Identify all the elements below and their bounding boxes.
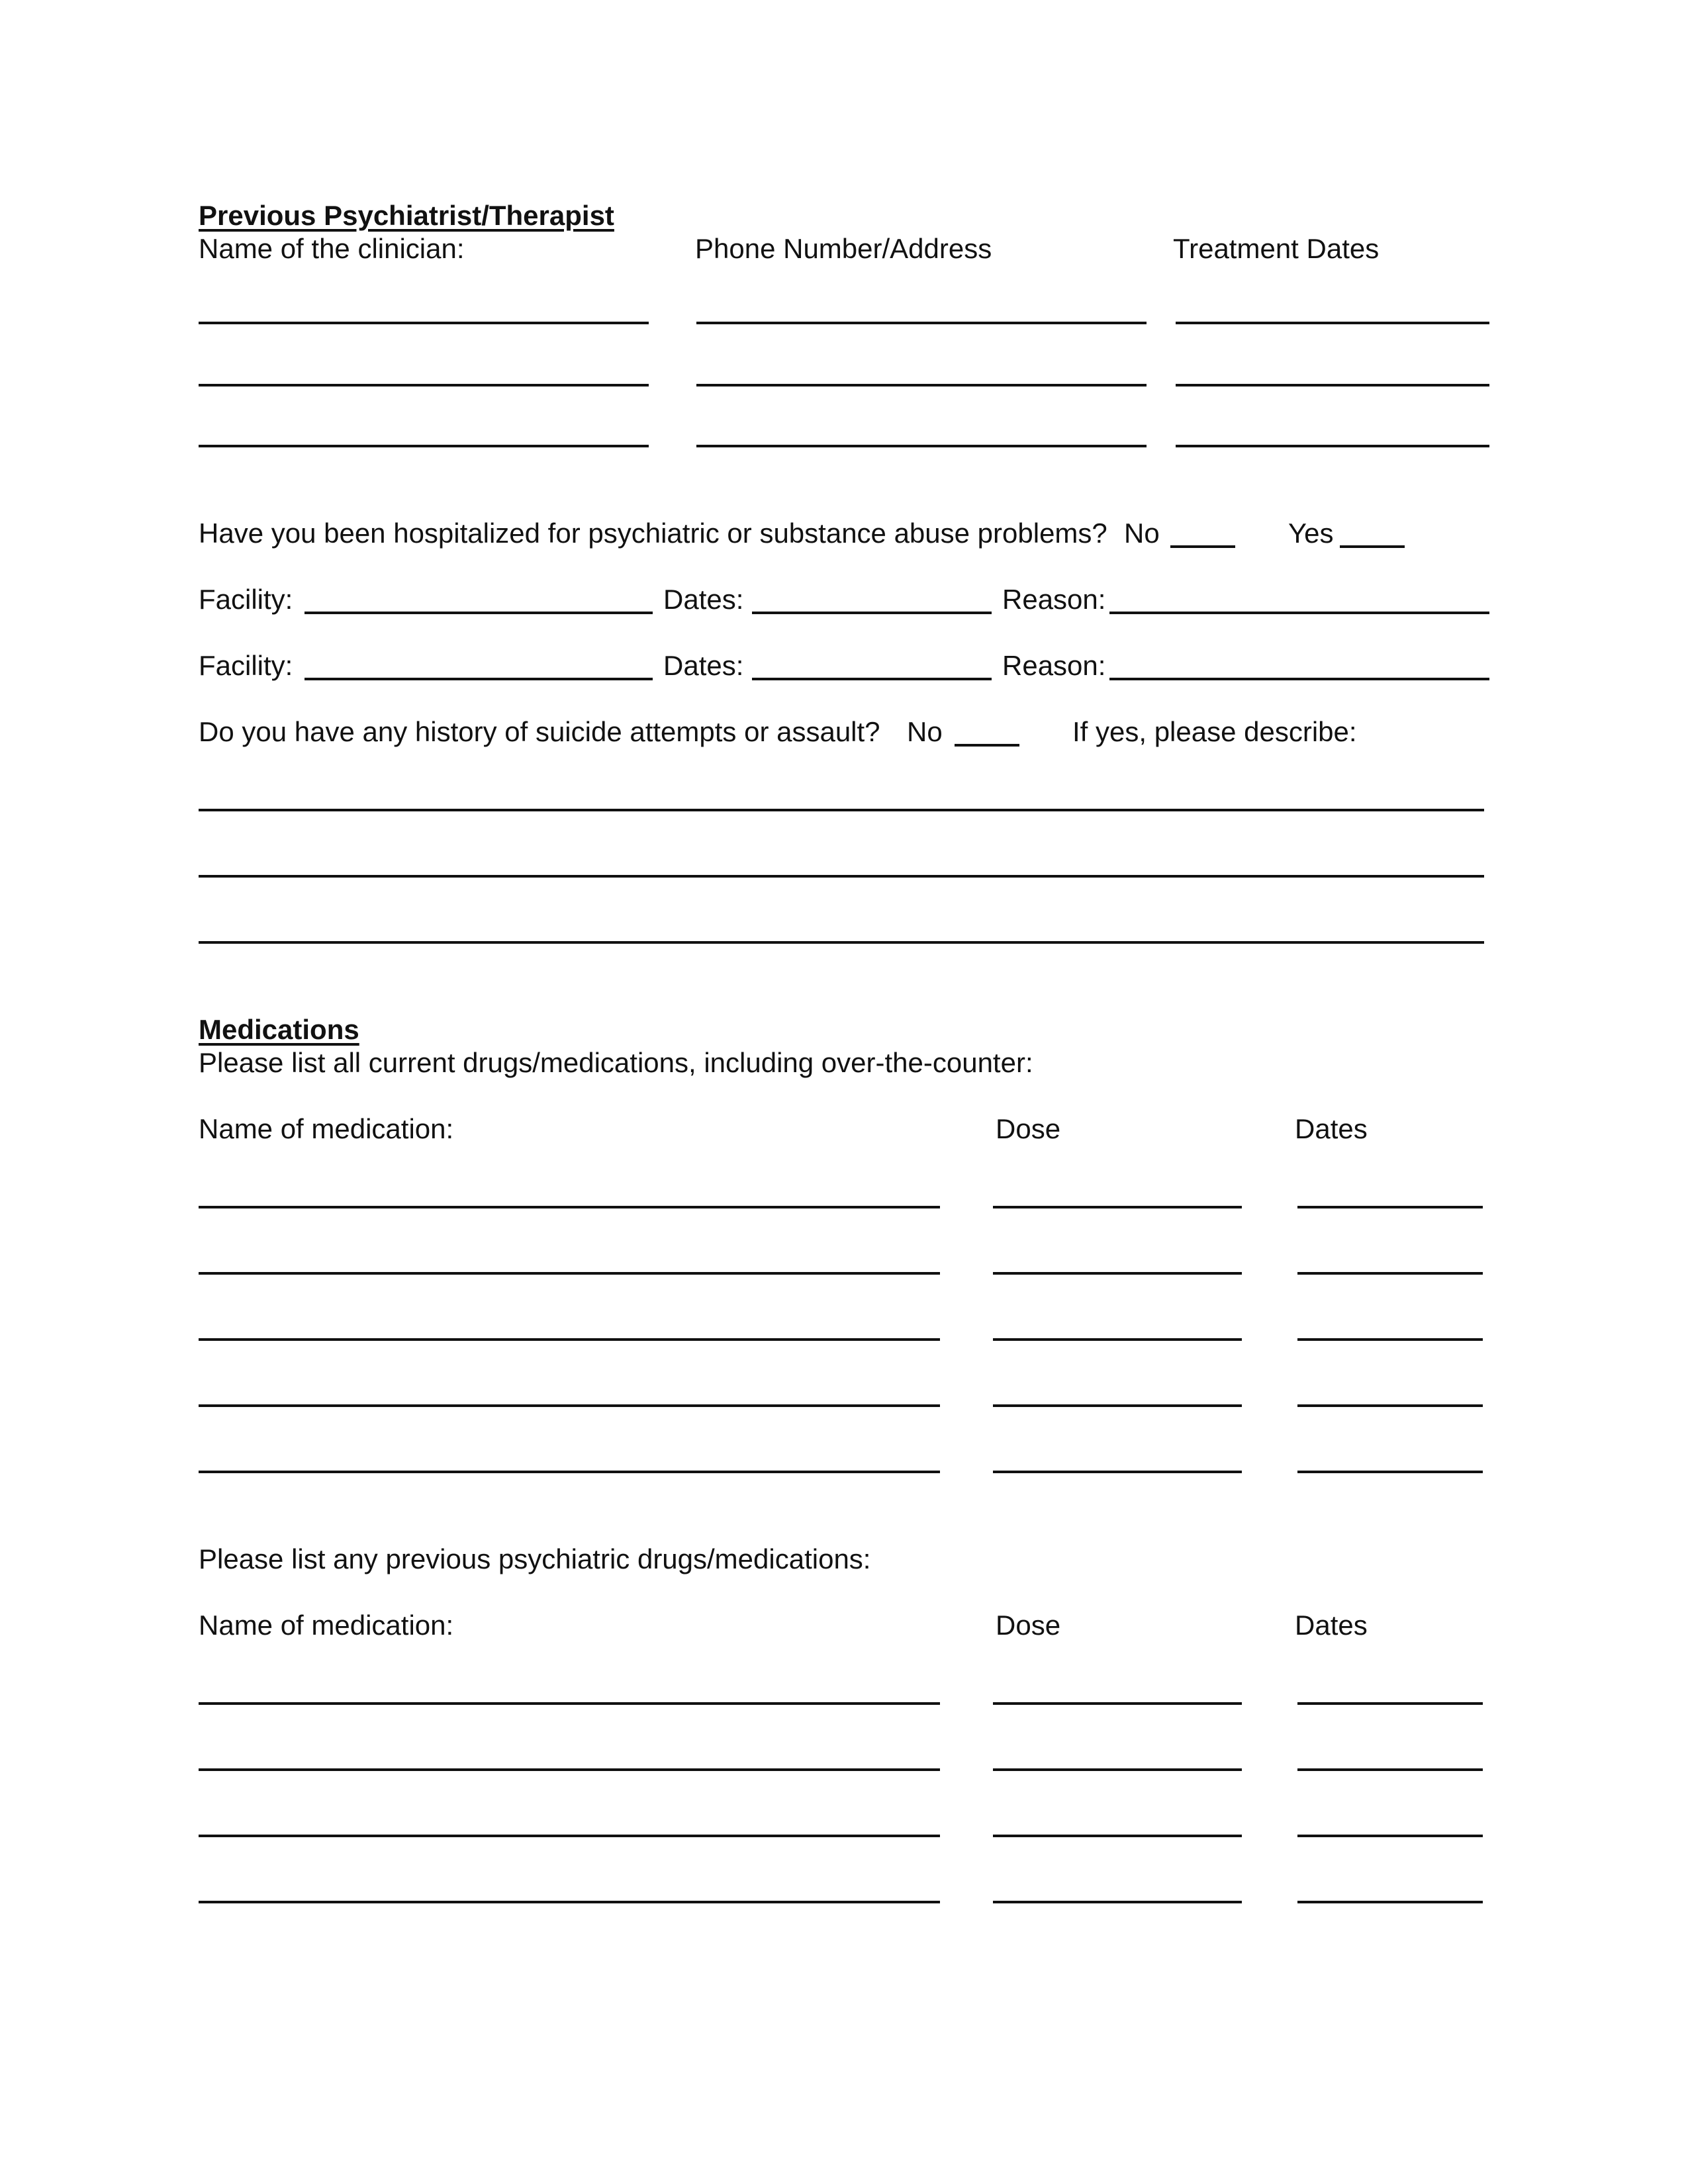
suicide-history-description-line[interactable] — [199, 875, 1484, 878]
column-label-dates: Dates — [1295, 1113, 1368, 1144]
medication-name-field[interactable] — [199, 1404, 940, 1407]
medication-dose-field[interactable] — [993, 1272, 1242, 1275]
medication-dates-field[interactable] — [1297, 1272, 1483, 1275]
medication-dates-field[interactable] — [1297, 1702, 1483, 1705]
dates-field[interactable] — [752, 612, 992, 614]
facility-label: Facility: — [199, 584, 293, 615]
suicide-history-description-line[interactable] — [199, 809, 1484, 811]
hospitalization-question: Have you been hospitalized for psychiatric or substance abuse problems? — [199, 518, 1107, 549]
reason-field[interactable] — [1109, 678, 1489, 680]
medication-dose-field[interactable] — [993, 1901, 1242, 1903]
dates-label: Dates: — [663, 584, 744, 615]
medication-dose-field[interactable] — [993, 1206, 1242, 1208]
medication-dates-field[interactable] — [1297, 1768, 1483, 1771]
hospitalization-no-field[interactable] — [1170, 545, 1235, 548]
medication-dates-field[interactable] — [1297, 1901, 1483, 1903]
reason-label: Reason: — [1002, 584, 1106, 615]
suicide-history-no-field[interactable] — [955, 744, 1019, 747]
medication-dates-field[interactable] — [1297, 1206, 1483, 1208]
reason-field[interactable] — [1109, 612, 1489, 614]
medication-dose-field[interactable] — [993, 1835, 1242, 1837]
medication-name-field[interactable] — [199, 1835, 940, 1837]
reason-label: Reason: — [1002, 650, 1106, 681]
section-heading-medications: Medications — [199, 1014, 359, 1045]
column-label-medication-name: Name of medication: — [199, 1113, 454, 1144]
medication-name-field[interactable] — [199, 1768, 940, 1771]
hospitalization-no-label: No — [1124, 518, 1160, 549]
column-label-dates: Dates — [1295, 1610, 1368, 1641]
medication-dates-field[interactable] — [1297, 1835, 1483, 1837]
clinician-phone-field[interactable] — [696, 384, 1147, 387]
facility-field[interactable] — [305, 678, 653, 680]
medication-dose-field[interactable] — [993, 1404, 1242, 1407]
medication-name-field[interactable] — [199, 1272, 940, 1275]
column-label-clinician-name: Name of the clinician: — [199, 233, 465, 264]
medication-dose-field[interactable] — [993, 1702, 1242, 1705]
suicide-history-describe-label: If yes, please describe: — [1072, 716, 1357, 747]
dates-field[interactable] — [752, 678, 992, 680]
medication-name-field[interactable] — [199, 1206, 940, 1208]
clinician-name-field[interactable] — [199, 322, 649, 324]
clinician-dates-field[interactable] — [1176, 445, 1489, 447]
suicide-history-question: Do you have any history of suicide attempts or assault? — [199, 716, 880, 747]
hospitalization-yes-label: Yes — [1288, 518, 1334, 549]
medication-name-field[interactable] — [199, 1901, 940, 1903]
column-label-dose: Dose — [996, 1113, 1061, 1144]
clinician-dates-field[interactable] — [1176, 322, 1489, 324]
medication-dates-field[interactable] — [1297, 1404, 1483, 1407]
facility-field[interactable] — [305, 612, 653, 614]
dates-label: Dates: — [663, 650, 744, 681]
hospitalization-yes-field[interactable] — [1340, 545, 1405, 548]
medication-name-field[interactable] — [199, 1702, 940, 1705]
clinician-name-field[interactable] — [199, 384, 649, 387]
facility-label: Facility: — [199, 650, 293, 681]
clinician-phone-field[interactable] — [696, 445, 1147, 447]
suicide-history-description-line[interactable] — [199, 941, 1484, 944]
current-medications-prompt: Please list all current drugs/medications, including over-the-counter: — [199, 1047, 1033, 1078]
column-label-dose: Dose — [996, 1610, 1061, 1641]
medication-dose-field[interactable] — [993, 1338, 1242, 1341]
medication-name-field[interactable] — [199, 1471, 940, 1473]
medication-dose-field[interactable] — [993, 1768, 1242, 1771]
column-label-treatment-dates: Treatment Dates — [1173, 233, 1380, 264]
previous-medications-prompt: Please list any previous psychiatric drugs/medications: — [199, 1543, 871, 1574]
clinician-phone-field[interactable] — [696, 322, 1147, 324]
medication-dates-field[interactable] — [1297, 1338, 1483, 1341]
section-heading-previous-clinician: Previous Psychiatrist/Therapist — [199, 200, 614, 231]
suicide-history-no-label: No — [907, 716, 943, 747]
medication-dose-field[interactable] — [993, 1471, 1242, 1473]
medication-name-field[interactable] — [199, 1338, 940, 1341]
medication-dates-field[interactable] — [1297, 1471, 1483, 1473]
clinician-name-field[interactable] — [199, 445, 649, 447]
column-label-medication-name: Name of medication: — [199, 1610, 454, 1641]
clinician-dates-field[interactable] — [1176, 384, 1489, 387]
column-label-phone-address: Phone Number/Address — [695, 233, 992, 264]
